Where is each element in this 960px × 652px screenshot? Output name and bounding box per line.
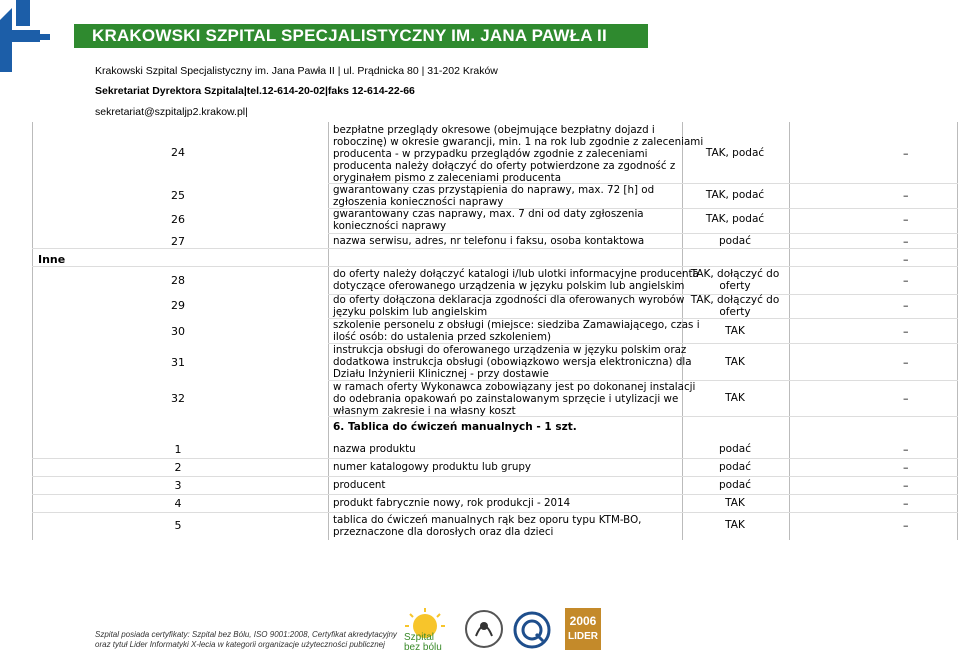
row-requirement: TAK, dołączyć do xyxy=(690,294,780,306)
row-desc: bezpłatne przeglądy okresowe (obejmujące bezpłatny dojazd i xyxy=(333,124,655,136)
row-answer: – xyxy=(903,213,909,226)
row-requirement: oferty xyxy=(719,280,751,292)
row-number: 25 xyxy=(171,189,185,202)
row-requirement: podać xyxy=(719,443,751,455)
row-desc: do oferty należy dołączyć katalogi i/lub ulotki informacyjne producenta xyxy=(333,268,699,280)
row-desc: gwarantowany czas naprawy, max. 7 dni od daty zgłoszenia xyxy=(333,208,644,220)
section-6-title: 6. Tablica do ćwiczeń manualnych - 1 szt. xyxy=(333,421,577,433)
row-desc: konieczności naprawy xyxy=(333,220,447,232)
row-answer: – xyxy=(903,147,909,160)
table-border-right xyxy=(957,122,958,540)
row-requirement: TAK, podać xyxy=(705,147,765,159)
row-answer: – xyxy=(903,274,909,287)
row-desc: producenta - w przypadku przeglądów zgodnie z zaleceniami xyxy=(333,148,648,160)
row-answer: – xyxy=(903,189,909,202)
row-answer: – xyxy=(903,497,909,510)
row-requirement: TAK xyxy=(725,519,745,531)
row-desc: numer katalogowy produktu lub grupy xyxy=(333,461,531,473)
row-requirement: TAK, dołączyć do xyxy=(690,268,780,280)
row-number: 28 xyxy=(171,274,185,287)
row-requirement: TAK xyxy=(725,356,745,368)
svg-text:LIDER: LIDER xyxy=(568,631,598,642)
row-requirement: TAK xyxy=(725,392,745,404)
row-desc: przeznaczone dla dorosłych oraz dla dzieci xyxy=(333,526,554,538)
row-number: 29 xyxy=(171,299,185,312)
hospital-logo-icon xyxy=(0,0,50,72)
row-desc: gwarantowany czas przystąpienia do naprawy, max. 72 [h] od xyxy=(333,184,655,196)
iso-certificate-badge-icon xyxy=(462,608,506,650)
row-desc: szkolenie personelu z obsługi (miejsce: siedziba Zamawiającego, czas i xyxy=(333,319,700,331)
row-number: 5 xyxy=(174,519,182,532)
svg-text:Szpital: Szpital xyxy=(404,632,435,643)
row-desc: do odebrania opakowań po zainstalowanym sprzęcie i utylizacji we xyxy=(333,393,679,405)
row-requirement: podać xyxy=(719,461,751,473)
row-number: 27 xyxy=(171,235,185,248)
address-line: Krakowski Szpital Specjalistyczny im. Jana Pawła II | ul. Prądnicka 80 | 31-202 Kraków xyxy=(95,65,498,77)
row-number: 32 xyxy=(171,392,185,405)
row-answer: – xyxy=(903,479,909,492)
row-requirement: TAK, podać xyxy=(705,189,765,201)
row-number: 30 xyxy=(171,325,185,338)
row-desc: dotyczące oferowanego urządzenia w języku polskim lub angielskim xyxy=(333,280,685,292)
row-desc: producenta należy dołączyć do oferty potwierdzone za zgodność z xyxy=(333,160,676,172)
row-requirement: TAK xyxy=(725,325,745,337)
row-desc: tablica do ćwiczeń manualnych rąk bez oporu typu KTM-BO, xyxy=(333,514,642,526)
row-number: 31 xyxy=(171,356,185,369)
row-number: 3 xyxy=(174,479,182,492)
row-number: 1 xyxy=(174,443,182,456)
row-requirement: podać xyxy=(719,235,751,247)
row-desc: nazwa produktu xyxy=(333,443,416,455)
row-requirement: TAK xyxy=(725,497,745,509)
row-requirement: TAK, podać xyxy=(705,213,765,225)
row-requirement: podać xyxy=(719,479,751,491)
hospital-title-bar: KRAKOWSKI SZPITAL SPECJALISTYCZNY IM. JANA PAWŁA II xyxy=(74,24,648,48)
row-requirement: oferty xyxy=(719,306,751,318)
row-answer: – xyxy=(903,235,909,248)
row-desc: dodatkowa instrukcja obsługi (obowiązkowo wersja elektroniczna) dla xyxy=(333,356,692,368)
row-number: 26 xyxy=(171,213,185,226)
row-desc: nazwa serwisu, adres, nr telefonu i faksu, osoba kontaktowa xyxy=(333,235,645,247)
row-answer: – xyxy=(903,325,909,338)
row-answer: – xyxy=(903,443,909,456)
svg-text:2006: 2006 xyxy=(569,614,597,628)
table-border-left xyxy=(32,122,33,540)
section-inne-label: Inne xyxy=(38,253,66,266)
row-desc: własnym zakresie i na własny koszt xyxy=(333,405,516,417)
row-number: 2 xyxy=(174,461,182,474)
row-answer: – xyxy=(903,519,909,532)
row-desc: do oferty dołączona deklaracja zgodności dla oferowanych wyrobów xyxy=(333,294,685,306)
row-answer: – xyxy=(903,299,909,312)
row-desc: producent xyxy=(333,479,386,491)
row-desc: instrukcja obsługi do oferowanego urządzenia w języku polskim oraz xyxy=(333,344,687,356)
row-desc: zgłoszenia konieczności naprawy xyxy=(333,196,504,208)
szpital-bez-bolu-badge-icon xyxy=(400,608,450,652)
row-desc: ilość osób: do ustalenia przed szkoleniem) xyxy=(333,331,552,343)
row-answer: – xyxy=(903,461,909,474)
row-number: 24 xyxy=(171,146,185,159)
table-border-desc xyxy=(328,122,329,540)
row-desc: produkt fabrycznie nowy, rok produkcji - 2014 xyxy=(333,497,571,509)
email-link[interactable]: sekretariat@szpitaljp2.krakow.pl| xyxy=(95,106,248,118)
secretariat-line: Sekretariat Dyrektora Szpitala|tel.12-614-20-02|faks 12-614-22-66 xyxy=(95,85,415,97)
accreditation-badge-icon xyxy=(512,610,552,650)
svg-text:bez bólu: bez bólu xyxy=(404,642,442,652)
row-desc: oryginałem pismo z zaleceniami producenta xyxy=(333,172,562,184)
row-desc: Działu Inżynierii Klinicznej - przy dostawie xyxy=(333,368,549,380)
row-desc: w ramach oferty Wykonawca zobowiązany jest po dokonanej instalacji xyxy=(333,381,696,393)
section-inne-answer: – xyxy=(903,253,909,266)
row-desc: języku polskim lub angielskim xyxy=(333,306,488,318)
row-answer: – xyxy=(903,356,909,369)
row-desc: roboczinę) w okresie gwarancji, min. 1 na rok lub zgodnie z zaleceniami xyxy=(333,136,704,148)
lider-2006-badge-icon xyxy=(565,608,601,650)
row-answer: – xyxy=(903,392,909,405)
certificates-text: Szpital posiada certyfikaty: Szpital bez Bólu, ISO 9001:2008, Certyfikat akredytacyjny oraz tytuł Lider Informatyki X-lecia w kategorii organizacje użyteczności publicznej xyxy=(95,630,397,649)
row-number: 4 xyxy=(174,497,182,510)
